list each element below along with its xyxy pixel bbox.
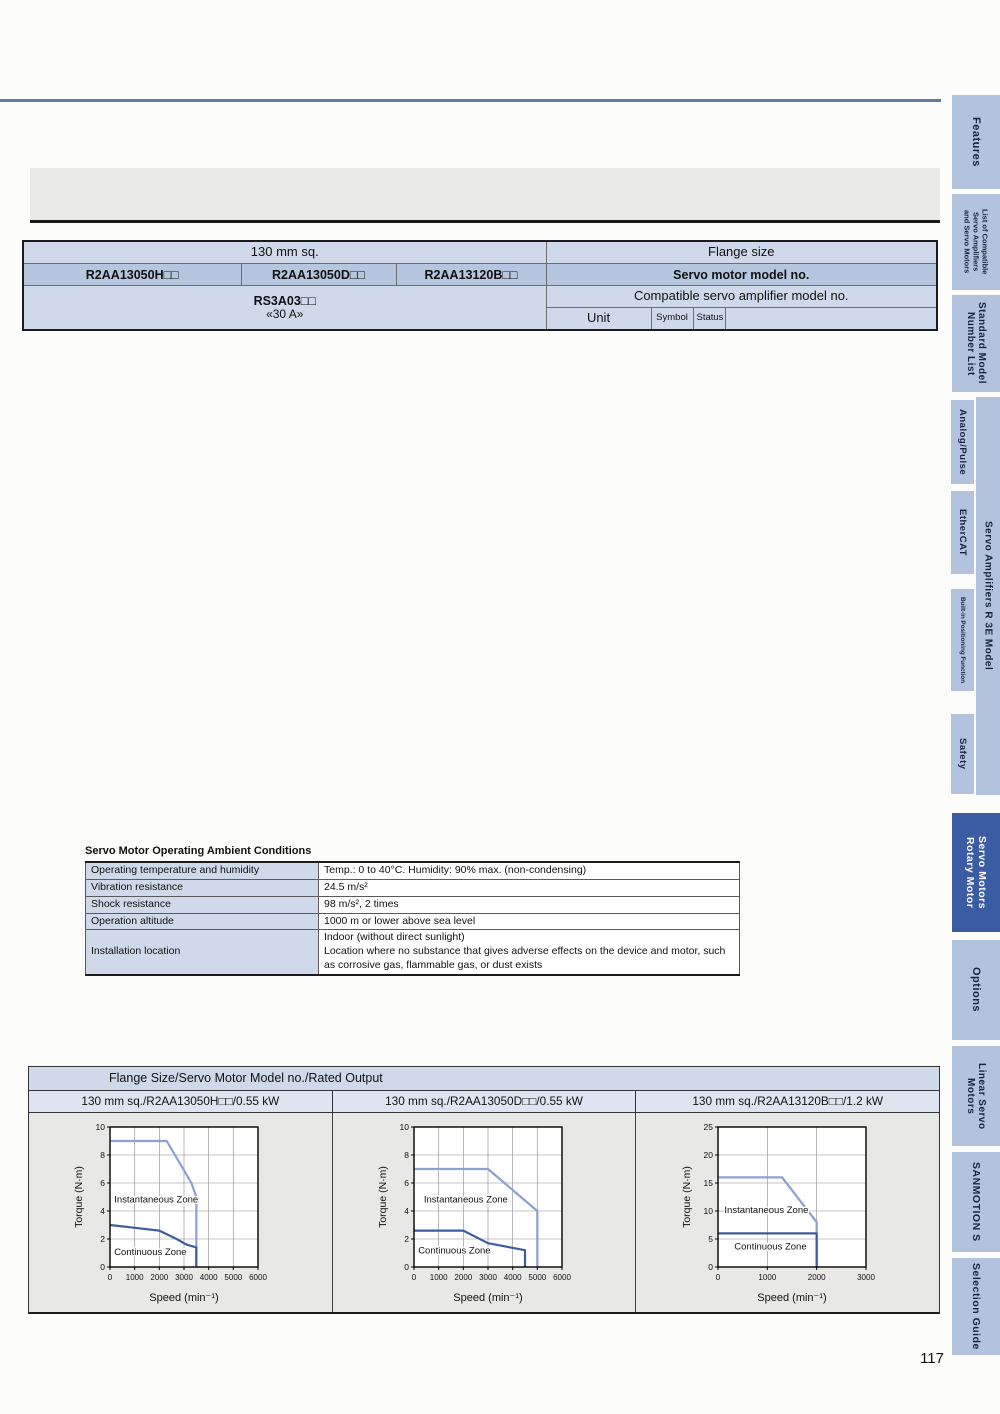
spec-label-header: [725, 308, 937, 331]
amplifier-label: Compatible servo amplifier model no.: [546, 286, 937, 308]
amplifier-model: RS3A03□□: [253, 293, 316, 308]
flange-size-row: [23, 241, 937, 264]
sidebar-tab-servo-motors-rotary-active[interactable]: [952, 813, 1000, 932]
svg-text:Torque (N·m): Torque (N·m): [680, 1166, 693, 1228]
sidebar-tab-builtin-positioning[interactable]: [951, 589, 974, 691]
ambient-row: [86, 879, 740, 896]
tab-label: Number List: [965, 311, 976, 376]
flange-size-label: Flange size: [546, 241, 937, 264]
ambient-value: 98 m/s², 2 times: [319, 896, 740, 913]
spec-table: [22, 240, 938, 331]
top-rule: [0, 99, 941, 102]
tab-label: Motors: [965, 1077, 976, 1115]
torque-speed-charts-panel: [28, 1066, 940, 1314]
tab-label: Standard Model: [976, 302, 987, 385]
svg-text:5: 5: [707, 1234, 713, 1244]
svg-text:Instantaneous Zone: Instantaneous Zone: [724, 1205, 809, 1217]
motor-model-label: Servo motor model no.: [546, 264, 937, 286]
svg-text:6000: 6000: [553, 1273, 571, 1282]
tab-label: Options: [970, 967, 982, 1013]
svg-text:1000: 1000: [758, 1273, 776, 1282]
svg-text:0: 0: [404, 1262, 409, 1272]
tab-label: Servo Motors: [976, 835, 988, 910]
svg-text:8: 8: [100, 1150, 106, 1160]
svg-text:0: 0: [715, 1273, 720, 1282]
sidebar-tab-features[interactable]: [952, 95, 1000, 189]
status-header: Status: [693, 308, 725, 331]
header-band: [30, 168, 940, 223]
ambient-row: [86, 913, 740, 930]
sidebar-tab-safety[interactable]: [951, 714, 974, 794]
tab-label: EtherCAT: [957, 508, 968, 557]
svg-text:2000: 2000: [454, 1273, 473, 1282]
ambient-value: 1000 m or lower above sea level: [319, 913, 740, 930]
ambient-label: Installation location: [86, 930, 319, 975]
amplifier-model-cell: [23, 286, 546, 331]
svg-text:Continuous Zone: Continuous Zone: [418, 1245, 491, 1257]
ambient-value: Temp.: 0 to 40°C. Humidity: 90% max. (non-condensing): [319, 862, 740, 879]
svg-text:2000: 2000: [807, 1273, 826, 1282]
ambient-label: Vibration resistance: [86, 879, 319, 896]
amplifier-current-rating: «30 A»: [266, 306, 304, 321]
tab-label: Selection Guide: [970, 1263, 982, 1350]
ambient-row: [86, 862, 740, 879]
svg-text:3000: 3000: [479, 1273, 497, 1282]
svg-text:Instantaneous Zone: Instantaneous Zone: [423, 1194, 508, 1206]
sidebar-tab-selection-guide[interactable]: [952, 1258, 1000, 1355]
ambient-label: Operation altitude: [86, 913, 319, 930]
sidebar-tab-servo-amplifiers-r3e[interactable]: [976, 397, 1000, 795]
svg-text:4: 4: [404, 1206, 409, 1216]
svg-text:1000: 1000: [429, 1273, 448, 1282]
sidebar-tab-analog-pulse[interactable]: [951, 400, 974, 484]
flange-size-value: 130 mm sq.: [23, 241, 546, 264]
svg-text:0: 0: [411, 1273, 417, 1282]
svg-text:Continuous Zone: Continuous Zone: [733, 1241, 807, 1253]
motor-model-1: R2AA13050H□□: [23, 264, 241, 286]
svg-text:Torque (N·m): Torque (N·m): [73, 1166, 86, 1228]
spec-table-header: [23, 241, 937, 330]
sidebar-tab-standard-model-number-list[interactable]: [952, 295, 1000, 392]
svg-text:6: 6: [404, 1178, 409, 1188]
torque-speed-chart-2: [333, 1113, 637, 1312]
svg-text:8: 8: [404, 1150, 409, 1160]
tab-label: Servo Amplifiers R 3E Model: [982, 521, 994, 671]
unit-header: Unit: [546, 308, 651, 331]
motor-model-3: R2AA13120B□□: [396, 264, 546, 286]
sidebar-tab-linear-servo-motors[interactable]: [952, 1046, 1000, 1146]
motor-model-2: R2AA13050D□□: [241, 264, 396, 286]
ambient-value: 24.5 m/s²: [319, 879, 740, 896]
charts-panel-title: Flange Size/Servo Motor Model no./Rated Output: [29, 1067, 939, 1091]
svg-text:Instantaneous Zone: Instantaneous Zone: [114, 1194, 199, 1206]
svg-text:10: 10: [95, 1122, 106, 1132]
amplifier-row: [23, 286, 937, 308]
svg-text:2: 2: [404, 1234, 409, 1244]
chart-model-label-2: 130 mm sq./R2AA13050D□□/0.55 kW: [333, 1091, 637, 1112]
svg-text:1000: 1000: [126, 1273, 144, 1282]
svg-text:Continuous Zone: Continuous Zone: [114, 1247, 187, 1259]
svg-text:15: 15: [703, 1178, 713, 1188]
motor-model-row: [23, 264, 937, 286]
ambient-row: [86, 930, 740, 975]
svg-text:3000: 3000: [175, 1273, 194, 1282]
sidebar-tab-ethercat[interactable]: [951, 491, 974, 574]
svg-text:20: 20: [703, 1150, 713, 1160]
tab-label: SANMOTION S: [970, 1162, 982, 1242]
page-number: 117: [920, 1350, 944, 1367]
svg-text:4000: 4000: [200, 1273, 218, 1282]
tab-label: Servo Amplifiers: [971, 212, 981, 272]
ambient-row: [86, 896, 740, 913]
tab-label: Built-in Positioning Function: [959, 596, 966, 684]
svg-text:0: 0: [100, 1262, 106, 1272]
ambient-conditions-title: Servo Motor Operating Ambient Conditions: [85, 845, 312, 857]
charts-body: [29, 1113, 939, 1312]
tab-label: Rotary Motor: [964, 836, 976, 909]
ambient-conditions-table: [85, 861, 740, 976]
svg-text:4: 4: [100, 1206, 106, 1216]
svg-text:25: 25: [703, 1122, 713, 1132]
svg-text:4000: 4000: [503, 1273, 522, 1282]
symbol-header: Symbol: [651, 308, 693, 331]
sidebar-tab-sanmotion-s[interactable]: [952, 1152, 1000, 1252]
charts-model-row: [29, 1091, 939, 1113]
tab-label: Features: [970, 117, 982, 167]
ambient-value: Indoor (without direct sunlight) Location where no substance that gives adverse effects on the device and motor, such as corrosive gas, flammable gas, or dust exists: [319, 930, 740, 975]
ambient-label: Operating temperature and humidity: [86, 862, 319, 879]
svg-text:6000: 6000: [249, 1273, 268, 1282]
tab-label: and Servo Motors: [962, 210, 972, 274]
svg-text:Speed (min⁻¹): Speed (min⁻¹): [756, 1292, 827, 1304]
sidebar-tab-list-of-compatible[interactable]: [952, 194, 1000, 290]
tab-label: Safety: [957, 738, 968, 770]
svg-text:6: 6: [100, 1178, 106, 1188]
torque-speed-chart-1: [29, 1113, 333, 1312]
svg-text:5000: 5000: [528, 1273, 547, 1282]
svg-text:10: 10: [399, 1122, 409, 1132]
chart-model-label-1: 130 mm sq./R2AA13050H□□/0.55 kW: [29, 1091, 333, 1112]
tab-label: Analog/Pulse: [957, 408, 968, 476]
svg-text:0: 0: [108, 1273, 113, 1282]
svg-text:2000: 2000: [150, 1273, 169, 1282]
chart-model-label-3: 130 mm sq./R2AA13120B□□/1.2 kW: [692, 1094, 883, 1108]
torque-speed-chart-3: [636, 1113, 939, 1312]
tab-label: Linear Servo: [976, 1062, 987, 1130]
svg-text:Speed (min⁻¹): Speed (min⁻¹): [453, 1292, 523, 1304]
svg-text:5000: 5000: [224, 1273, 243, 1282]
svg-text:0: 0: [707, 1262, 713, 1272]
svg-text:Torque (N·m): Torque (N·m): [377, 1166, 389, 1228]
svg-text:2: 2: [100, 1234, 106, 1244]
svg-text:3000: 3000: [856, 1273, 875, 1282]
ambient-label: Shock resistance: [86, 896, 319, 913]
svg-text:10: 10: [703, 1206, 713, 1216]
tab-label: List of Compatible: [980, 209, 990, 275]
sidebar-tab-options[interactable]: [952, 940, 1000, 1040]
svg-text:Speed (min⁻¹): Speed (min⁻¹): [149, 1292, 220, 1304]
